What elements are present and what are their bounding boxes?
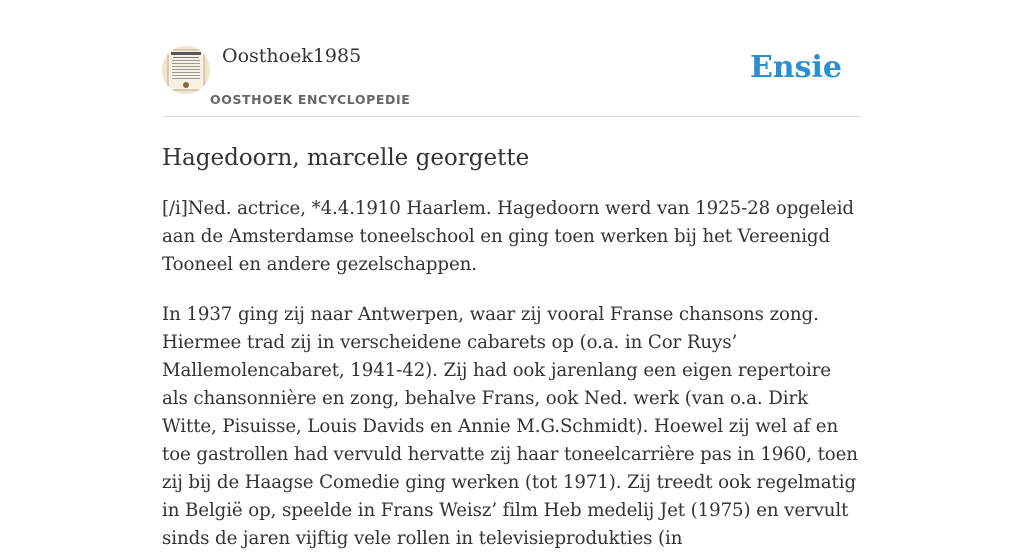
article-paragraph: In 1937 ging zij naar Antwerpen, waar zij vooral Franse chansons zong. Hiermee trad zij in verscheidene cabarets op (o.a. in Cor Ruys’ Mallemolencabaret, 1941-42). Zij had ook jarenlang een eigen repertoire als chansonnière en zong, behalve Frans, ook Ned. werk (van o.a. Dirk Witte, Pisuisse, Louis Davids en Annie M.G.Schmidt). Hoewel zij wel af en toe gastrollen had vervuld hervatte zij haar toneelcarrière pas in 1960, toen zij bij de Haagse Comedie ging werken (tot 1971). Zij treedt ook regelmatig in België op, speelde in Frans Weisz’ film Heb medelij Jet (1975) en vervult sinds de jaren vijftig vele rollen in televisieprodukties (in bbox=[162, 304, 858, 549]
article-paragraph: [/i]Ned. actrice, *4.4.1910 Haarlem. Hagedoorn werd van 1925-28 opgeleid aan de Amsterdamse toneelschool en ging toen werken bij het Vereenigd Tooneel en andere gezelschappen. bbox=[162, 198, 854, 275]
author-username[interactable]: Oosthoek1985 bbox=[222, 45, 362, 67]
publisher-label[interactable]: OOSTHOEK ENCYCLOPEDIE bbox=[210, 92, 411, 107]
book-cover-icon bbox=[162, 46, 210, 94]
article-header bbox=[162, 0, 862, 117]
avatar[interactable] bbox=[162, 46, 210, 94]
page-title: Hagedoorn, marcelle georgette bbox=[162, 145, 530, 171]
article-card bbox=[162, 0, 862, 553]
brand-logo[interactable]: Ensie bbox=[749, 50, 842, 85]
